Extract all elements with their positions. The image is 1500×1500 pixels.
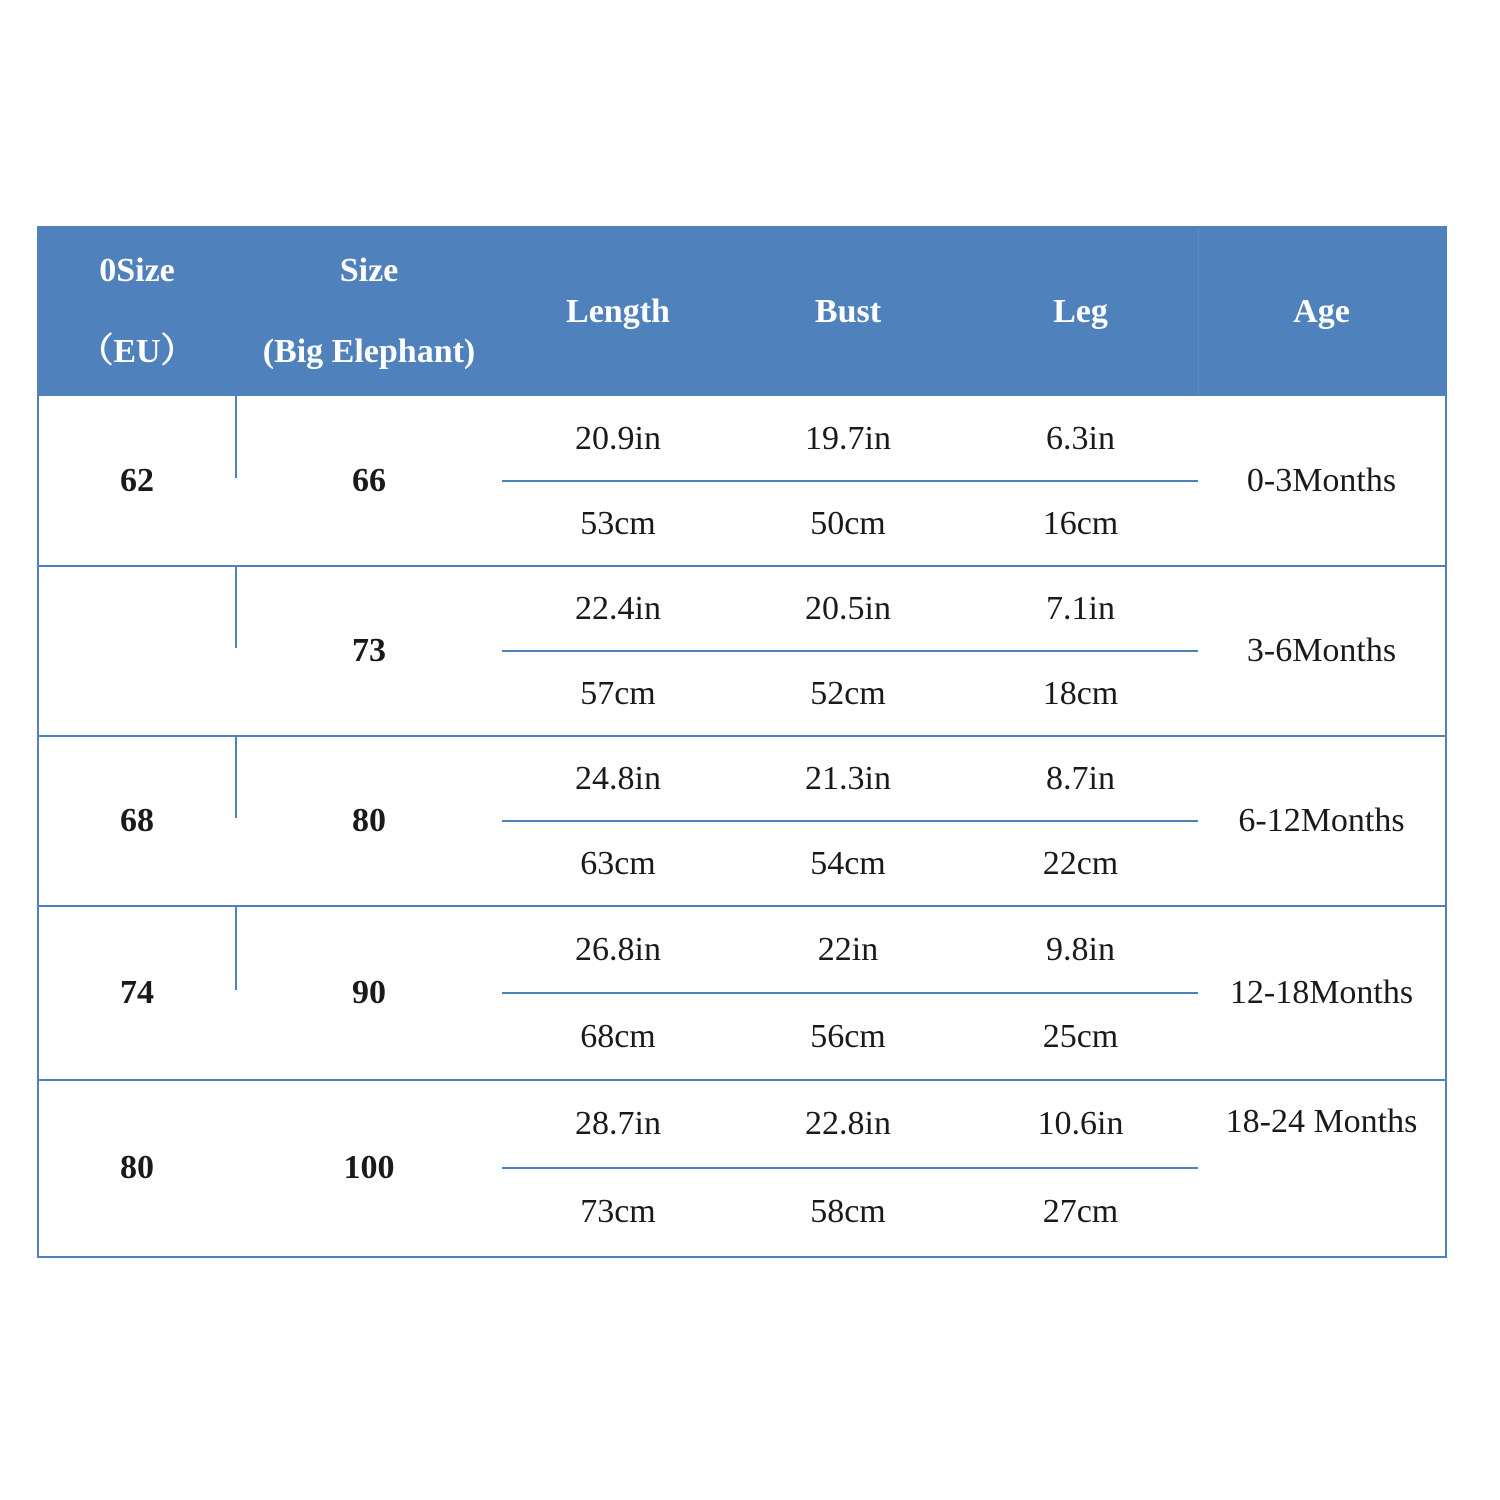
leg-in-cell: 8.7in (1046, 759, 1115, 797)
size-chart (37, 226, 1447, 1258)
header-age (1198, 228, 1445, 396)
leg-cm-cell: 16cm (1042, 504, 1119, 542)
column-divider (235, 736, 237, 818)
bust-cm-cell: 58cm (810, 1193, 886, 1230)
column-divider (235, 906, 237, 990)
header-leg (963, 228, 1198, 396)
leg-in-cell: 9.8in (1046, 930, 1115, 968)
bust-cm-cell: 52cm (810, 674, 886, 712)
unit-divider-line (502, 1167, 1198, 1169)
length-in-cell: 20.9in (575, 419, 661, 457)
size-cell: 80 (352, 802, 386, 839)
length-in-cell: 28.7in (575, 1105, 661, 1142)
leg-in-cell: 10.6in (1037, 1105, 1124, 1142)
eu-size-cell: 80 (120, 1149, 154, 1186)
bust-in-cell: 22.8in (805, 1105, 891, 1142)
leg-in-cell: 6.3in (1046, 419, 1115, 457)
leg-in-cell: 7.1in (1046, 589, 1115, 627)
size-cell: 66 (352, 462, 386, 499)
table-row (39, 396, 1445, 566)
header-eu-size-line2: （EU） (79, 333, 195, 370)
table-row (39, 736, 1445, 906)
header-eu-size (39, 228, 235, 396)
eu-size-cell: 68 (120, 802, 154, 839)
length-in-cell: 22.4in (575, 589, 661, 627)
bust-cm-cell: 56cm (810, 1017, 886, 1055)
column-divider (235, 396, 237, 478)
length-cm-cell: 57cm (580, 674, 656, 712)
header-size-line2: (Big Elephant) (262, 333, 476, 370)
column-divider (235, 566, 237, 648)
age-cell: 18-24 Months (1225, 1103, 1418, 1140)
unit-divider-line (502, 480, 1198, 482)
header-length (503, 228, 733, 396)
header-bust (733, 228, 963, 396)
leg-cm-cell: 18cm (1042, 674, 1119, 712)
bust-in-cell: 21.3in (805, 759, 891, 797)
header-size (235, 228, 503, 396)
unit-divider-line (502, 650, 1198, 652)
bust-in-cell: 20.5in (805, 589, 891, 627)
bust-in-cell: 19.7in (805, 419, 891, 457)
eu-size-cell: 62 (120, 462, 154, 499)
length-cm-cell: 63cm (580, 844, 656, 882)
unit-divider-line (502, 992, 1198, 994)
header-size-line1: Size (339, 252, 399, 290)
age-cell: 0-3Months (1246, 462, 1397, 499)
header-eu-size-line1: 0Size (99, 252, 175, 290)
size-cell: 100 (343, 1149, 395, 1186)
header-length-label: Length (566, 292, 670, 330)
leg-cm-cell: 25cm (1042, 1017, 1119, 1055)
length-cm-cell: 53cm (580, 504, 656, 542)
age-cell: 12-18Months (1229, 974, 1414, 1011)
eu-size-cell (39, 566, 235, 736)
table-row (39, 1080, 1445, 1256)
eu-size-cell: 74 (120, 974, 154, 1011)
unit-divider-line (502, 820, 1198, 822)
size-cell: 90 (352, 974, 386, 1011)
table-row (39, 906, 1445, 1080)
header-bust-label: Bust (814, 292, 882, 330)
header-leg-label: Leg (1053, 292, 1108, 330)
length-cm-cell: 68cm (580, 1017, 656, 1055)
age-cell: 6-12Months (1238, 802, 1405, 839)
bust-cm-cell: 54cm (810, 844, 886, 882)
length-in-cell: 26.8in (575, 930, 661, 968)
leg-cm-cell: 27cm (1042, 1193, 1119, 1230)
bust-cm-cell: 50cm (810, 504, 886, 542)
age-cell: 3-6Months (1246, 632, 1397, 669)
length-cm-cell: 73cm (580, 1193, 656, 1230)
bust-in-cell: 22in (817, 930, 879, 968)
leg-cm-cell: 22cm (1042, 844, 1119, 882)
table-row (39, 566, 1445, 736)
header-age-label: Age (1293, 292, 1350, 330)
size-cell: 73 (352, 632, 386, 669)
length-in-cell: 24.8in (575, 759, 661, 797)
table-header (39, 228, 1445, 396)
